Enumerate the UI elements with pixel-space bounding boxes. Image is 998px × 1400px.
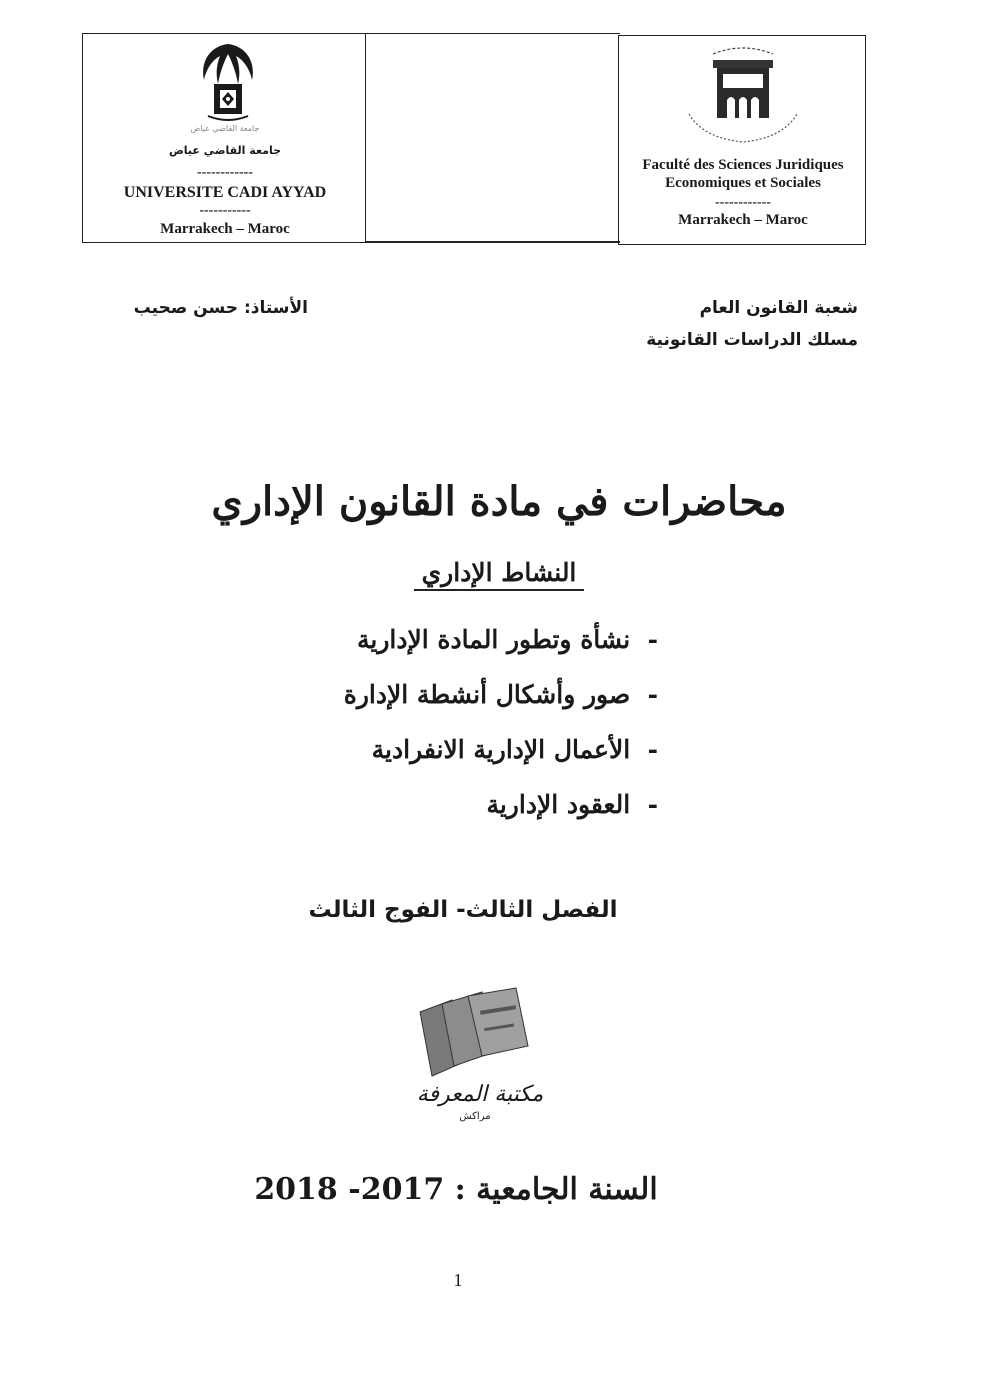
topic-text: العقود الإدارية (486, 790, 631, 819)
topic-text: صور وأشكال أنشطة الإدارة (343, 680, 631, 709)
professor-label: الأستاذ: حسن صحيب (133, 298, 308, 318)
separator: ------------ (197, 165, 253, 180)
university-logo-icon (196, 40, 260, 126)
subtitle-text: النشاط الإداري (414, 558, 585, 591)
bullet: - (647, 790, 658, 819)
header-middle-box (366, 33, 620, 243)
faculty-city: Marrakech – Maroc (678, 212, 808, 228)
bullet: - (647, 625, 658, 654)
academic-year: السنة الجامعية : 2017- 2018 (254, 1172, 658, 1207)
bullet: - (647, 680, 658, 709)
faculty-name-line2: Economiques et Sociales (665, 175, 821, 191)
bullet: - (647, 735, 658, 764)
list-item (344, 777, 658, 832)
university-name-latin: UNIVERSITE CADI AYYAD (123, 184, 327, 201)
bookstore-name: مكتبة المعرفة (416, 1082, 544, 1107)
track-label: مسلك الدراسات القانونية (646, 330, 858, 350)
separator: ------------ (715, 195, 771, 210)
faculty-building-icon (683, 42, 803, 146)
logo-caption: جامعة القاضي عياض (190, 124, 260, 133)
list-item (344, 612, 658, 667)
department-label: شعبة القانون العام (699, 298, 858, 318)
page-number: 1 (453, 1270, 463, 1290)
semester-label: الفصل الثالث- الفوج الثالث (308, 897, 618, 923)
subtitle (0, 558, 998, 587)
topic-text: الأعمال الإدارية الانفرادية (371, 735, 631, 764)
page-title: محاضرات في مادة القانون الإداري (211, 478, 787, 525)
faculty-name-line1: Faculté des Sciences Juridiques (642, 157, 844, 173)
books-icon (412, 982, 542, 1082)
header-right-box (618, 35, 866, 245)
header-left-box (82, 33, 366, 243)
topic-text: نشأة وتطور المادة الإدارية (356, 625, 631, 654)
separator: ----------- (199, 203, 251, 218)
bookstore-city: مراكش (459, 1111, 491, 1122)
university-city: Marrakech – Maroc (160, 221, 290, 237)
topic-list (344, 612, 658, 832)
list-item (344, 667, 658, 722)
list-item (344, 722, 658, 777)
university-name-arabic: جامعة القاضي عياض (168, 144, 282, 157)
